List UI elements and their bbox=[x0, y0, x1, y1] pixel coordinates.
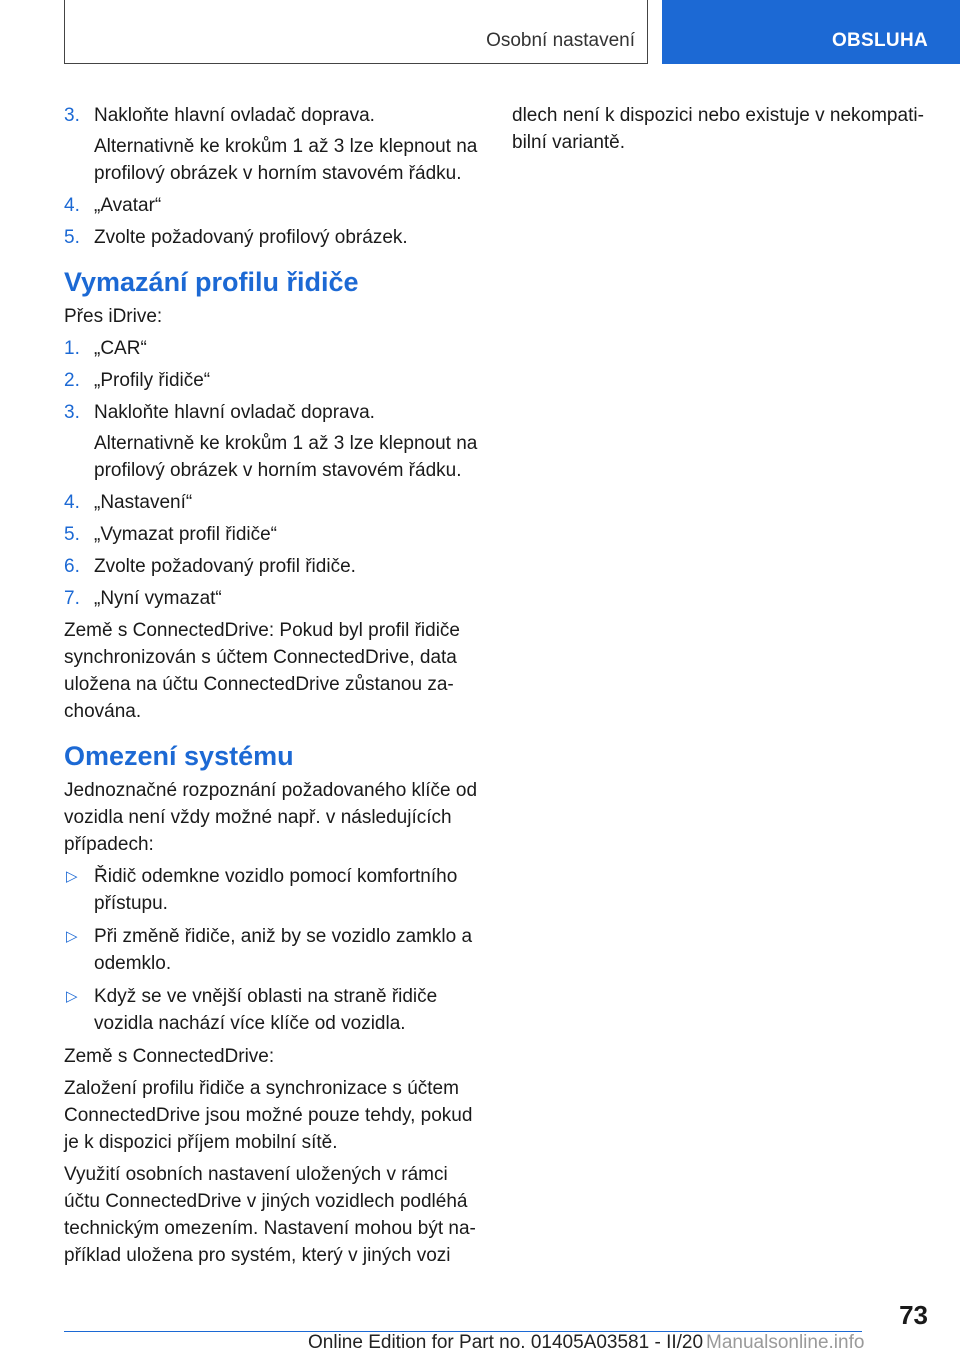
step-text: „Avatar“ bbox=[94, 195, 162, 216]
steps-list-avatar bbox=[64, 102, 478, 251]
bullet-text: Když se ve vnější oblasti na straně řidiče vozidla nachází více klíče od vozidla. bbox=[94, 986, 438, 1034]
step-text: „Nyní vymazat“ bbox=[94, 588, 222, 609]
section-tab bbox=[64, 0, 648, 64]
settings-usage-paragraph: Využití osobních nastavení uložených v rámci účtu ConnectedDrive v jiných vozidlech podléhá technickým omezením. Nastavení mohou být například uložena pro systém, který v jiných vozi bbox=[64, 1164, 476, 1266]
list-item bbox=[64, 863, 478, 917]
triangle-bullet-icon: ▷ bbox=[66, 868, 78, 885]
limits-intro: Jednoznačné rozpoznání požadovaného klíče od vozidla není vždy možné např. v následujících případech: bbox=[64, 780, 478, 855]
step-number: 3. bbox=[64, 105, 80, 126]
step-text: Nakloňte hlavní ovladač doprava. bbox=[94, 402, 375, 423]
left-column bbox=[64, 102, 478, 1274]
bullet-text: Při změně řidiče, aniž by se vozidlo zamklo a odemklo. bbox=[94, 926, 473, 974]
heading-system-limits: Omezení systému bbox=[64, 741, 294, 771]
step-number: 7. bbox=[64, 588, 80, 609]
step-number: 1. bbox=[64, 338, 80, 359]
list-item bbox=[64, 224, 478, 251]
steps-list-delete bbox=[64, 335, 478, 612]
heading-delete-profile: Vymazání profilu řidiče bbox=[64, 267, 359, 297]
step-number: 5. bbox=[64, 227, 80, 248]
step-number: 2. bbox=[64, 370, 80, 391]
step-subtext: Alternativně ke krokům 1 až 3 lze klepnout na profilový obrázek v horním stavovém řádku. bbox=[94, 433, 478, 481]
list-item bbox=[64, 553, 478, 580]
step-text: „Nastavení“ bbox=[94, 492, 193, 513]
list-item bbox=[64, 192, 478, 219]
list-item bbox=[64, 399, 478, 484]
list-item bbox=[64, 335, 478, 362]
step-number: 3. bbox=[64, 402, 80, 423]
right-column bbox=[512, 102, 926, 161]
continued-paragraph: dlech není k dispozici nebo existuje v nekompatibilní variantě. bbox=[512, 105, 924, 153]
step-text: „CAR“ bbox=[94, 338, 147, 359]
step-number: 6. bbox=[64, 556, 80, 577]
step-subtext: Alternativně ke krokům 1 až 3 lze klepnout na profilový obrázek v horním stavovém řádku. bbox=[94, 136, 478, 184]
list-item bbox=[64, 983, 478, 1037]
profile-sync-paragraph: Založení profilu řidiče a synchronizace s účtem ConnectedDrive jsou možné pouze tehdy, pokud je k dispozici příjem mobilní sítě. bbox=[64, 1078, 473, 1153]
via-idrive-label: Přes iDrive: bbox=[64, 306, 163, 327]
step-text: „Profily řidiče“ bbox=[94, 370, 211, 391]
step-text: „Vymazat profil řidiče“ bbox=[94, 524, 278, 545]
connected-countries-label: Země s ConnectedDrive: bbox=[64, 1046, 275, 1067]
step-number: 5. bbox=[64, 524, 80, 545]
step-text: Nakloňte hlavní ovladač doprava. bbox=[94, 105, 375, 126]
watermark: Manualsonline.info bbox=[706, 1332, 865, 1353]
step-text: Zvolte požadovaný profilový obrázek. bbox=[94, 227, 408, 248]
connected-drive-note: Země s ConnectedDrive: Pokud byl profil řidiče synchronizován s účtem ConnectedDrive, data uložena na účtu ConnectedDrive zůstanou zachována. bbox=[64, 620, 461, 722]
chapter-tab bbox=[662, 0, 960, 64]
edition-label: Online Edition for Part no. 01405A03581 - II/20 bbox=[308, 1332, 704, 1353]
step-number: 4. bbox=[64, 492, 80, 513]
limits-bullet-list bbox=[64, 863, 478, 1037]
list-item bbox=[64, 102, 478, 187]
step-number: 4. bbox=[64, 195, 80, 216]
list-item bbox=[64, 489, 478, 516]
list-item bbox=[64, 585, 478, 612]
list-item bbox=[64, 521, 478, 548]
list-item bbox=[64, 367, 478, 394]
bullet-text: Řidič odemkne vozidlo pomocí komfortního přístupu. bbox=[94, 866, 458, 914]
triangle-bullet-icon: ▷ bbox=[66, 988, 78, 1005]
chapter-title: OBSLUHA bbox=[831, 30, 928, 51]
page-header bbox=[0, 0, 960, 66]
page-number: 73 bbox=[899, 1300, 928, 1330]
step-text: Zvolte požadovaný profil řidiče. bbox=[94, 556, 356, 577]
section-title: Osobní nastavení bbox=[486, 30, 635, 51]
list-item bbox=[64, 923, 478, 977]
triangle-bullet-icon: ▷ bbox=[66, 928, 78, 945]
